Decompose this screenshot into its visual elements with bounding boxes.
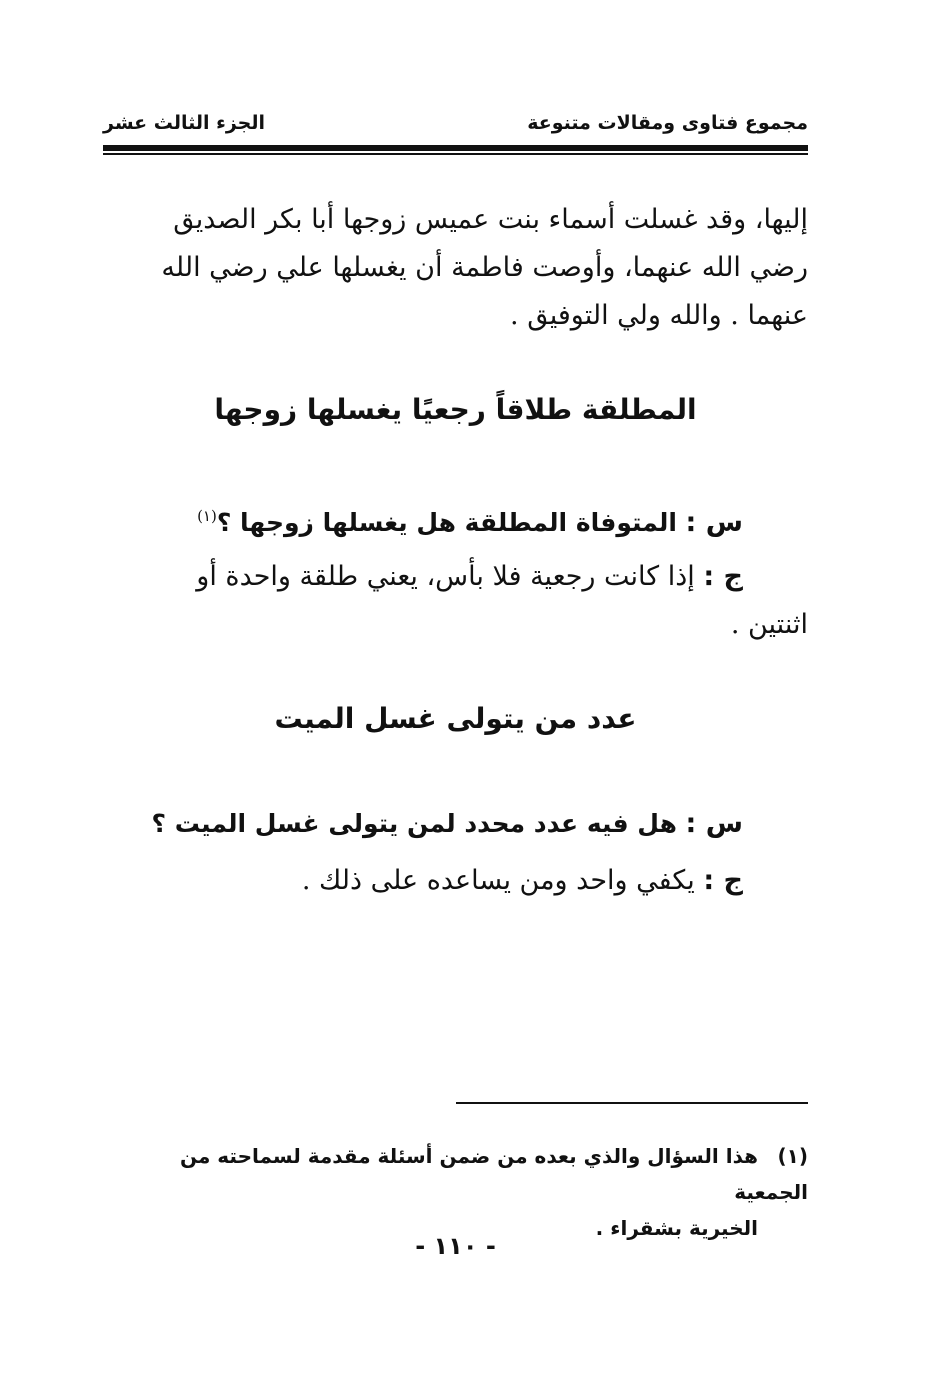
answer-marker: ج :: [703, 561, 743, 592]
question-text: هل فيه عدد محدد لمن يتولى غسل الميت ؟: [151, 809, 677, 838]
footnote-ref: (١): [197, 507, 217, 525]
intro-line-2: رضي الله عنهما، وأوصت فاطمة أن يغسلها علي رضي الله: [161, 252, 808, 283]
footnote: [103, 1138, 808, 1246]
answer-2: [103, 857, 743, 905]
page-number: - ١١٠ -: [415, 1232, 496, 1260]
question-text: المتوفاة المطلقة هل يغسلها زوجها ؟: [216, 508, 677, 537]
footnote-line-2: الخيرية بشقراء .: [595, 1216, 758, 1240]
footnote-number: (١): [777, 1144, 808, 1168]
question-2: [103, 800, 743, 848]
answer-1: [38, 553, 743, 601]
section-heading-divorced: المطلقة طلاقاً رجعيًا يغسلها زوجها: [214, 393, 697, 426]
answer-1-line-2: اثنتين .: [730, 609, 808, 640]
question-1: [103, 492, 743, 547]
answer-text: يكفي واحد ومن يساعده على ذلك .: [301, 865, 695, 896]
footnote-line-1: هذا السؤال والذي بعده من ضمن أسئلة مقدمة لسماحته من الجمعية: [179, 1144, 808, 1204]
question-marker: س :: [685, 507, 743, 538]
book-title: مجموع فتاوى ومقالات متنوعة: [527, 112, 808, 134]
footnote-rule: [456, 1102, 808, 1104]
answer-marker: ج :: [703, 865, 743, 896]
intro-line-3: عنهما . والله ولي التوفيق .: [510, 300, 808, 331]
running-header: [103, 112, 808, 142]
header-rule-thick: [103, 145, 808, 151]
question-marker: س :: [685, 808, 743, 839]
header-rule-thin: [103, 153, 808, 155]
intro-line-1: إليها، وقد غسلت أسماء بنت عميس زوجها أبا بكر الصديق: [173, 204, 808, 235]
section-heading-washers: عدد من يتولى غسل الميت: [274, 702, 637, 735]
answer-text-line-1: إذا كانت رجعية فلا بأس، يعني طلقة واحدة أو: [196, 561, 695, 592]
volume-label: الجزء الثالث عشر: [103, 112, 266, 134]
